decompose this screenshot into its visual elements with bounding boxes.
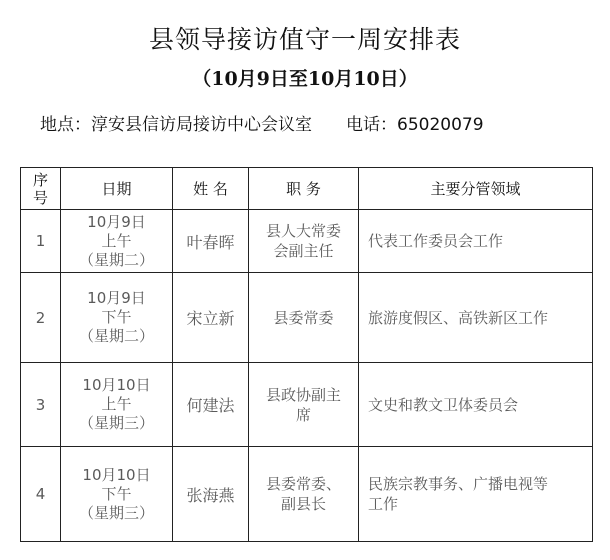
cell-seq: 4 bbox=[21, 447, 61, 542]
cell-name: 宋立新 bbox=[173, 273, 249, 363]
cell-seq: 1 bbox=[21, 210, 61, 273]
position-line: 副县长 bbox=[280, 495, 326, 513]
date-range-subtitle: （10月9日至10月10日） bbox=[192, 68, 418, 90]
date-line: 上午 bbox=[101, 395, 132, 413]
cell-area bbox=[359, 363, 593, 447]
date-line: 下午 bbox=[101, 308, 132, 326]
date-line: 下午 bbox=[101, 484, 132, 503]
cell-name: 张海燕 bbox=[173, 447, 249, 542]
date-line: 10月9日 bbox=[87, 212, 146, 231]
table-row bbox=[21, 447, 593, 542]
table-header-row bbox=[21, 168, 593, 210]
contact-info bbox=[40, 110, 600, 135]
location-text: 地点：淳安县信访局接访中心会议室 bbox=[40, 115, 312, 135]
cell-area bbox=[359, 273, 593, 363]
phone-text: 电话：65020079 bbox=[346, 115, 484, 135]
cell-seq: 3 bbox=[21, 363, 61, 447]
position-line: 会副主任 bbox=[273, 242, 334, 260]
position-line: 席 bbox=[295, 405, 311, 424]
table-row bbox=[21, 210, 593, 273]
date-line: （星期三） bbox=[78, 503, 154, 522]
cell-position bbox=[249, 363, 359, 447]
cell-date bbox=[61, 363, 173, 447]
header-date: 日期 bbox=[61, 168, 173, 210]
cell-date bbox=[61, 273, 173, 363]
date-line: 10月9日 bbox=[87, 289, 146, 307]
table-row bbox=[21, 363, 593, 447]
position-line: 县政协副主 bbox=[265, 385, 341, 404]
position-line: 县委常委 bbox=[273, 308, 334, 327]
date-line: 10月10日 bbox=[82, 465, 151, 484]
cell-seq: 2 bbox=[21, 273, 61, 363]
header-seq-line: 序 bbox=[32, 170, 48, 189]
date-line: 上午 bbox=[101, 231, 132, 250]
page-title: 县领导接访值守一周安排表 bbox=[148, 25, 461, 54]
cell-area bbox=[359, 210, 593, 273]
date-line: 10月10日 bbox=[82, 376, 151, 394]
cell-position bbox=[249, 273, 359, 363]
header-area: 主要分管领域 bbox=[359, 168, 593, 210]
cell-position bbox=[249, 447, 359, 542]
cell-area bbox=[359, 447, 593, 542]
date-line: （星期二） bbox=[78, 327, 154, 345]
cell-name: 叶春晖 bbox=[173, 210, 249, 273]
area-line: 旅游度假区、高铁新区工作 bbox=[368, 308, 549, 327]
date-line: （星期二） bbox=[78, 250, 154, 269]
area-line: 代表工作委员会工作 bbox=[368, 232, 504, 250]
area-line: 民族宗教事务、广播电视等 bbox=[368, 475, 549, 493]
schedule-table bbox=[20, 167, 593, 542]
cell-date bbox=[61, 447, 173, 542]
cell-date bbox=[61, 210, 173, 273]
header-position: 职 务 bbox=[249, 168, 359, 210]
table-row bbox=[21, 273, 593, 363]
header-name: 姓 名 bbox=[173, 168, 249, 210]
area-line: 文史和教文卫体委员会 bbox=[368, 395, 519, 414]
date-line: （星期三） bbox=[78, 414, 154, 432]
cell-position bbox=[249, 210, 359, 273]
header-seq bbox=[21, 168, 61, 210]
area-line: 工作 bbox=[368, 495, 399, 513]
position-line: 县委常委、 bbox=[265, 475, 341, 493]
position-line: 县人大常委 bbox=[265, 222, 341, 240]
cell-name: 何建法 bbox=[173, 363, 249, 447]
header-seq-line: 号 bbox=[32, 188, 48, 207]
